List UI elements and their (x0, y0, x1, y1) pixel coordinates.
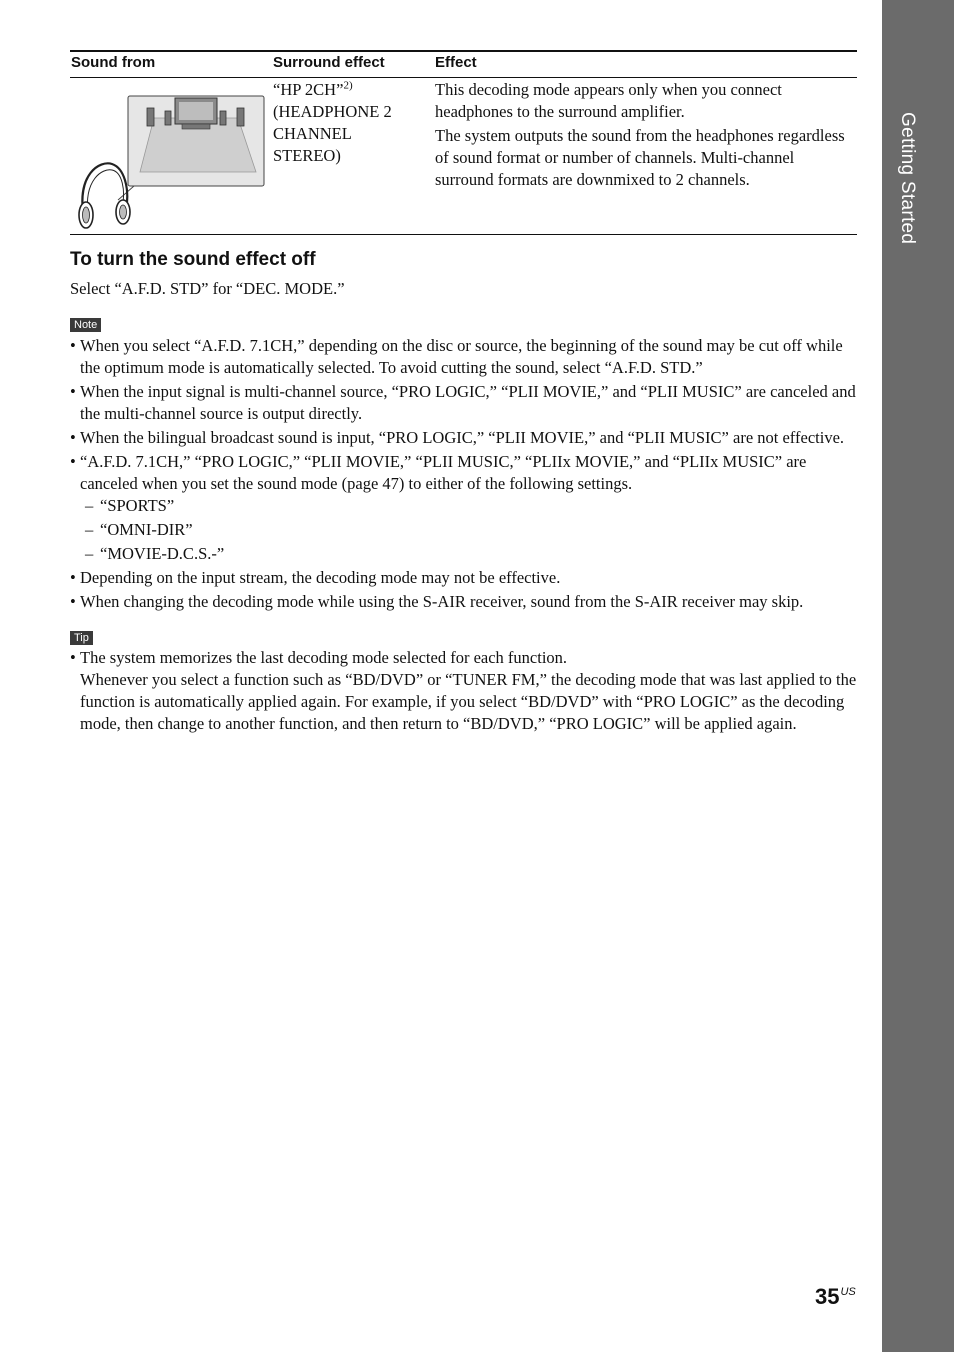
note-item (70, 451, 860, 565)
note-item: • When the bilingual broadcast sound is input, “PRO LOGIC,” “PLII MOVIE,” and “PLII MUSIC” are not effective. (70, 427, 860, 449)
surround-effect-desc: (HEADPHONE 2 CHANNEL STEREO) (273, 102, 392, 165)
sound-mode-item: – “OMNI-DIR” (82, 519, 860, 541)
page-number-suffix: US (840, 1286, 856, 1298)
surround-effect-name: “HP 2CH” (273, 80, 344, 99)
page-number-value: 35 (815, 1284, 840, 1309)
surround-effect-cell (273, 79, 423, 167)
sidebar-section-label: Getting Started (897, 112, 918, 245)
note-list (70, 335, 860, 615)
sound-mode-item: – “MOVIE-D.C.S.-” (82, 543, 860, 565)
table-header-rule (70, 77, 857, 78)
headphone-room-illustration (72, 94, 266, 232)
tip-line-2: Whenever you select a function such as “BD/DVD” or “TUNER FM,” the decoding mode that was last applied to the function is automatically applied again. For example, if you select “BD/DVD” with “PRO LOGIC” as the decoding mode, then change to another function, and then return to “BD/DVD,” “PRO LOGIC” will be applied again. (80, 670, 857, 733)
table-top-rule (70, 50, 857, 52)
tip-list (70, 647, 860, 737)
effect-cell (435, 79, 845, 191)
effect-paragraph-1: This decoding mode appears only when you connect headphones to the surround amplifier. (435, 80, 782, 121)
note-item: • When you select “A.F.D. 7.1CH,” depending on the disc or source, the beginning of the sound may be cut off while the optimum mode is automatically selected. To avoid cutting the sound, select “A.F.D. STD.” (70, 335, 860, 379)
header-effect: Effect (435, 54, 477, 71)
note-item: • Depending on the input stream, the decoding mode may not be effective. (70, 567, 860, 589)
tip-line-1: The system memorizes the last decoding mode selected for each function. (80, 648, 568, 667)
sound-mode-item: – “SPORTS” (82, 495, 860, 517)
tip-label: Tip (70, 631, 93, 645)
page-number (815, 1284, 856, 1310)
surround-table (70, 50, 857, 235)
sound-mode-sublist (80, 495, 860, 565)
effect-paragraph-2: The system outputs the sound from the headphones regardless of sound format or number of channels. Multi-channel surround formats are downmixed to 2 channels. (435, 126, 845, 189)
header-sound-from: Sound from (71, 54, 156, 71)
tip-item (70, 647, 860, 735)
note-item: • When changing the decoding mode while using the S-AIR receiver, sound from the S-AIR receiver may skip. (70, 591, 860, 613)
note-item: • When the input signal is multi-channel source, “PRO LOGIC,” “PLII MOVIE,” and “PLII MUSIC” are canceled and the multi-channel source is output directly. (70, 381, 860, 425)
footnote-marker: 2) (343, 79, 353, 92)
note-item-text: “A.F.D. 7.1CH,” “PRO LOGIC,” “PLII MOVIE,” “PLII MUSIC,” “PLIIx MOVIE,” and “PLIIx MUSIC” are canceled when you set the sound mode (page 47) to either of the following settings. (80, 452, 807, 493)
header-surround-effect: Surround effect (273, 54, 385, 71)
section-heading: To turn the sound effect off (70, 249, 316, 270)
table-bottom-rule (70, 234, 857, 235)
note-label: Note (70, 318, 101, 332)
section-instruction: Select “A.F.D. STD” for “DEC. MODE.” (70, 279, 345, 298)
